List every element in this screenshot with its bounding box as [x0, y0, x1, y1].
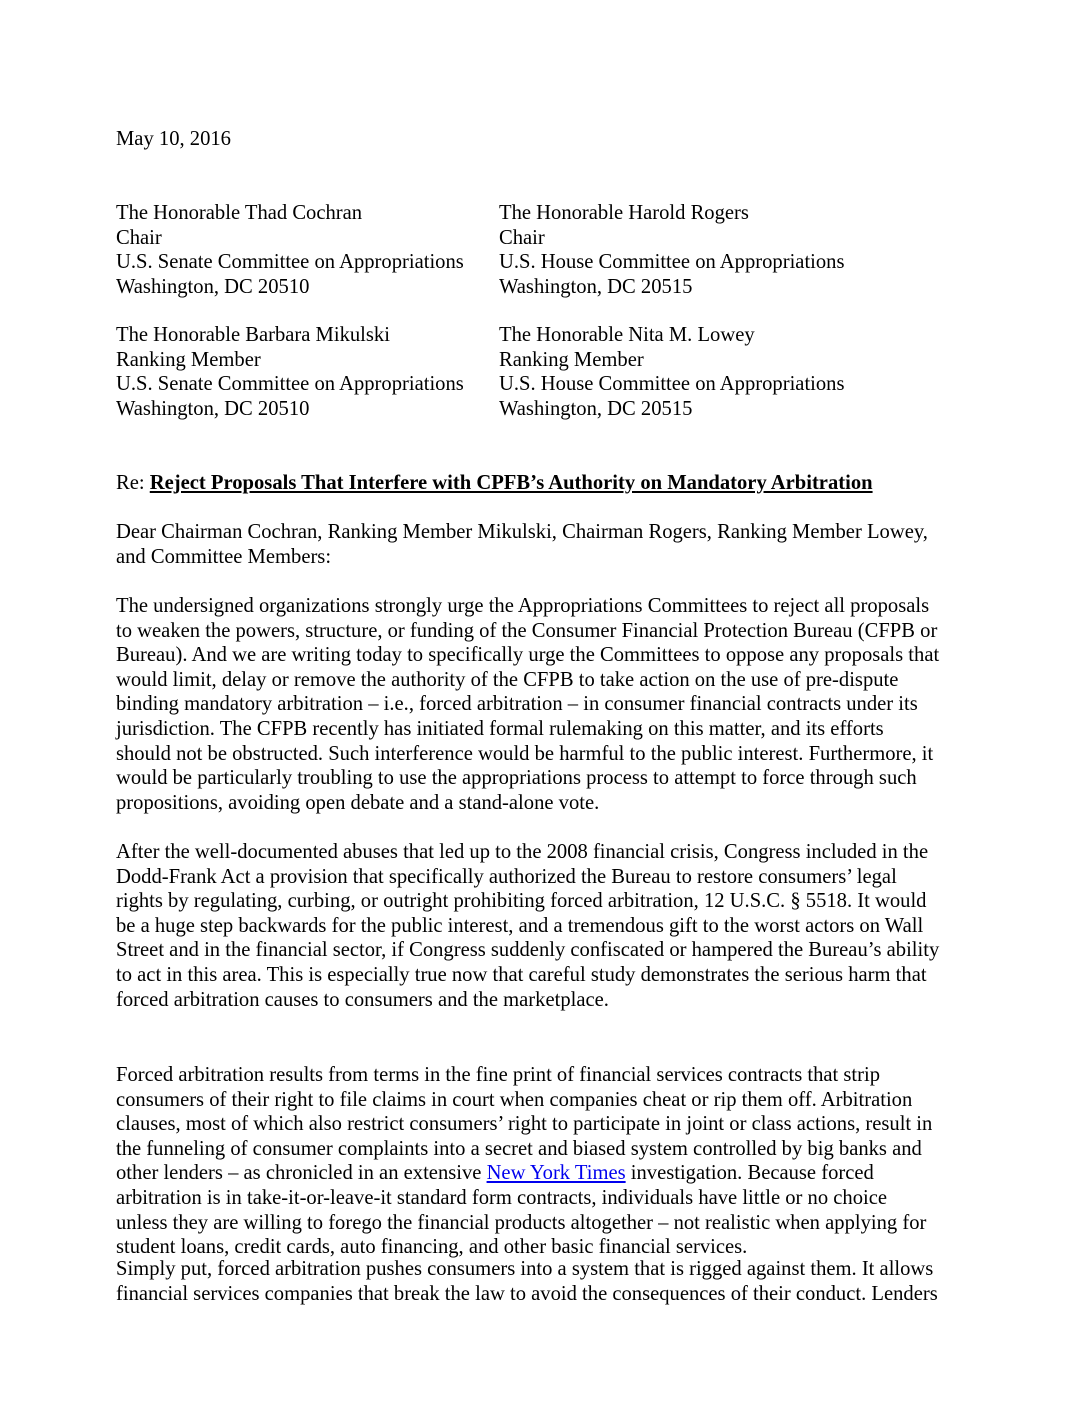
salutation-line: Dear Chairman Cochran, Ranking Member Mikulski, Chairman Rogers, Ranking Member Lowey,: [116, 521, 928, 543]
addressee-city: Washington, DC 20515: [499, 397, 693, 420]
paragraph-line: arbitration is in take-it-or-leave-it standard form contracts, individuals have little or no choice: [116, 1186, 888, 1209]
paragraph-1: [116, 594, 976, 815]
addressee-committee: U.S. House Committee on Appropriations: [499, 373, 845, 396]
paragraph-line: student loans, credit cards, auto financing, and other basic financial services.: [116, 1236, 748, 1259]
paragraph-line: Simply put, forced arbitration pushes consumers into a system that is rigged against them. It allows: [116, 1258, 934, 1280]
addressee-committee: U.S. House Committee on Appropriations: [499, 251, 845, 274]
paragraph-line: to weaken the powers, structure, or funding of the Consumer Financial Protection Bureau (CFPB or: [116, 619, 938, 642]
addressee-name: The Honorable Nita M. Lowey: [499, 324, 755, 346]
addressee-name: The Honorable Thad Cochran: [116, 202, 363, 224]
subject-line: [116, 471, 873, 496]
paragraph-3: [116, 1063, 976, 1260]
subject-title: Reject Proposals That Interfere with CPFB’s Authority on Mandatory Arbitration: [149, 472, 873, 494]
addressee-block-lowey: [499, 323, 845, 421]
addressee-block-cochran: [116, 201, 464, 299]
paragraph-line: consumers of their right to file claims in court when companies cheat or rip them off. Arbitration: [116, 1088, 913, 1111]
addressee-name: The Honorable Barbara Mikulski: [116, 324, 390, 346]
addressee-block-mikulski: [116, 323, 464, 421]
paragraph-line: Forced arbitration results from terms in the fine print of financial services contracts that strip: [116, 1064, 881, 1086]
addressee-role: Chair: [499, 226, 545, 249]
paragraph-line: Street and in the financial sector, if Congress suddenly confiscated or hampered the Bureau’s ability: [116, 939, 940, 962]
paragraph-line: to act in this area. This is especially true now that careful study demonstrates the serious harm that: [116, 963, 927, 986]
addressee-name: The Honorable Harold Rogers: [499, 202, 749, 224]
addressee-city: Washington, DC 20515: [499, 275, 693, 298]
paragraph-line: be a huge step backwards for the public interest, and a tremendous gift to the worst actors on Wall: [116, 914, 924, 937]
paragraph-line: would be particularly troubling to use the appropriations process to attempt to force through such: [116, 767, 917, 790]
paragraph-line: would limit, delay or remove the authority of the CFPB to take action on the use of pre-dispute: [116, 668, 899, 691]
paragraph-line: After the well-documented abuses that led up to the 2008 financial crisis, Congress included in the: [116, 841, 929, 863]
paragraph-line: rights by regulating, curbing, or outright prohibiting forced arbitration, 12 U.S.C. § 5518. It would: [116, 890, 927, 913]
link-line-suffix: investigation. Because forced: [625, 1162, 874, 1185]
paragraph-line-with-link: [116, 1161, 976, 1186]
salutation-line: and Committee Members:: [116, 545, 332, 568]
paragraph-line: the funneling of consumer complaints into a secret and biased system controlled by big banks and: [116, 1137, 922, 1160]
subject-prefix: Re:: [116, 472, 150, 494]
paragraph-4: [116, 1257, 976, 1306]
link-line-prefix: other lenders – as chronicled in an extensive: [116, 1162, 487, 1185]
paragraph-line: Bureau). And we are writing today to specifically urge the Committees to oppose any proposals that: [116, 644, 940, 667]
paragraph-line: financial services companies that break the law to avoid the consequences of their conduct. Lenders: [116, 1282, 938, 1305]
paragraph-line: unless they are willing to forego the financial products altogether – not realistic when applying for: [116, 1211, 927, 1234]
paragraph-line: forced arbitration causes to consumers and the marketplace.: [116, 988, 609, 1011]
addressee-city: Washington, DC 20510: [116, 275, 310, 298]
paragraph-line: propositions, avoiding open debate and a stand-alone vote.: [116, 791, 600, 814]
nyt-investigation-link[interactable]: New York Times: [486, 1162, 626, 1185]
letter-date: May 10, 2016: [116, 128, 231, 150]
paragraph-line: jurisdiction. The CFPB recently has initiated formal rulemaking on this matter, and its efforts: [116, 717, 884, 740]
addressee-committee: U.S. Senate Committee on Appropriations: [116, 251, 464, 274]
paragraph-line: Dodd-Frank Act a provision that specifically authorized the Bureau to restore consumers’ legal: [116, 865, 897, 888]
addressee-committee: U.S. Senate Committee on Appropriations: [116, 373, 464, 396]
addressee-block-rogers: [499, 201, 845, 299]
addressee-role: Ranking Member: [499, 348, 644, 371]
addressee-city: Washington, DC 20510: [116, 397, 310, 420]
paragraph-line: should not be obstructed. Such interference would be harmful to the public interest. Furthermore, it: [116, 742, 934, 765]
paragraph-2: [116, 840, 976, 1012]
paragraph-line: clauses, most of which also restrict consumers’ right to participate in joint or class actions, result in: [116, 1113, 933, 1136]
paragraph-line: The undersigned organizations strongly urge the Appropriations Committees to reject all proposals: [116, 595, 930, 617]
salutation: [116, 520, 976, 569]
addressee-role: Ranking Member: [116, 348, 261, 371]
addressee-role: Chair: [116, 226, 162, 249]
paragraph-line: binding mandatory arbitration – i.e., forced arbitration – in consumer financial contracts under its: [116, 693, 918, 716]
